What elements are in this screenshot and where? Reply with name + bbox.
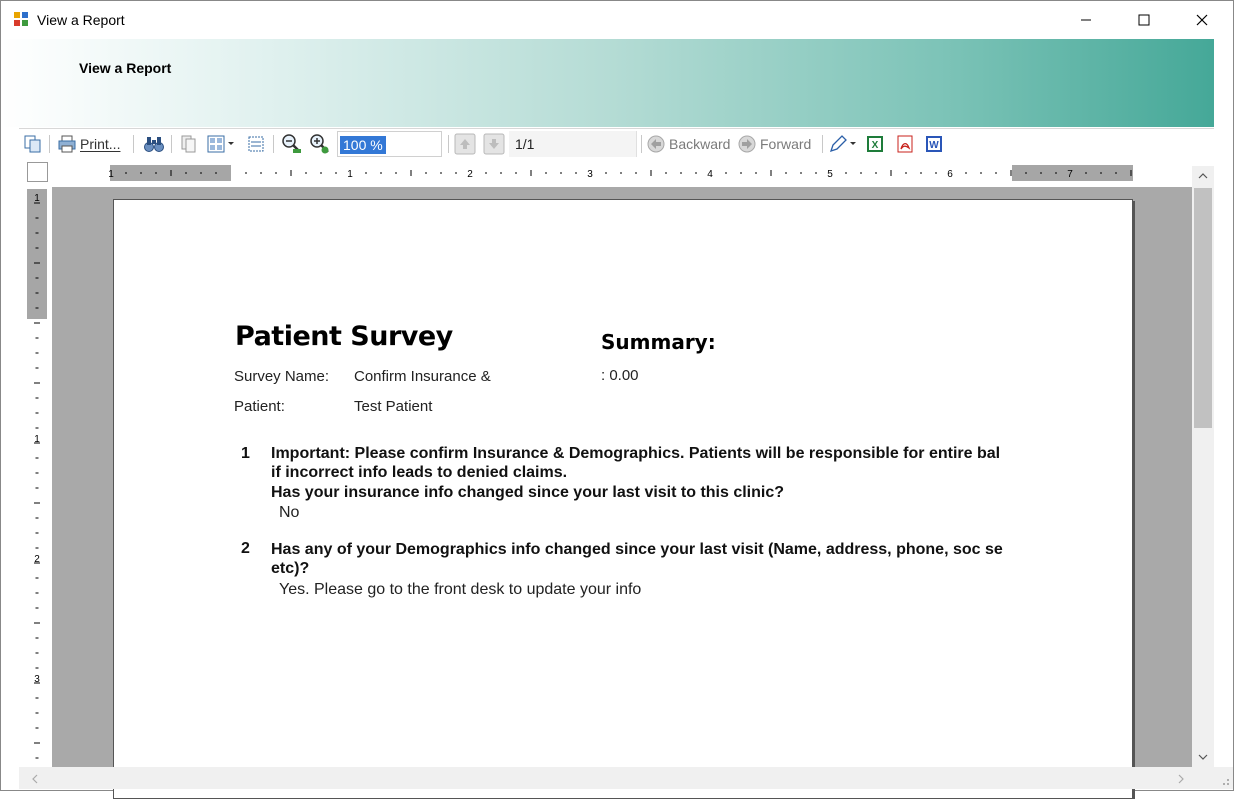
page-setup-icon: [246, 134, 266, 154]
page-up-icon: [454, 133, 476, 155]
print-button[interactable]: [57, 133, 120, 155]
ruler-label: 6: [947, 169, 953, 180]
resize-grip[interactable]: [1214, 767, 1233, 789]
next-page-button[interactable]: [483, 133, 505, 155]
word-icon: [924, 134, 944, 154]
question-text-line: Has any of your Demographics info changed since your last visit (Name, address, phone, soc se: [271, 541, 1003, 558]
report-viewport: [52, 187, 1192, 767]
backward-button[interactable]: [646, 133, 730, 155]
scroll-down-icon[interactable]: [1198, 753, 1208, 761]
question-number: 2: [241, 540, 250, 557]
backward-label: Backward: [669, 136, 731, 152]
page-setup-button[interactable]: [246, 133, 266, 155]
zoom-out-button[interactable]: [281, 133, 303, 155]
title-bar: [1, 1, 1233, 39]
pencil-icon: [828, 134, 858, 154]
edit-dropdown-button[interactable]: [828, 133, 858, 155]
forward-label: Forward: [760, 136, 812, 152]
question-text-line: if incorrect info leads to denied claims.: [271, 464, 568, 481]
ruler-label: 1: [347, 169, 353, 180]
report-toolbar: [19, 128, 1214, 159]
vertical-ruler: [27, 189, 47, 765]
export-pdf-button[interactable]: [895, 133, 915, 155]
single-page-button[interactable]: [179, 133, 199, 155]
copy-icon: [23, 134, 43, 154]
scroll-up-icon[interactable]: [1198, 172, 1208, 180]
svg-text:W: W: [929, 140, 939, 151]
scroll-right-icon[interactable]: [1177, 774, 1185, 784]
zoom-field[interactable]: [337, 131, 442, 157]
scroll-left-icon[interactable]: [31, 774, 39, 784]
previous-page-button[interactable]: [454, 133, 476, 155]
find-button[interactable]: [143, 133, 165, 155]
question-number: 1: [241, 445, 250, 462]
ruler-label: 3: [34, 674, 40, 685]
vertical-scroll-thumb[interactable]: [1194, 188, 1212, 428]
forward-button[interactable]: [737, 133, 811, 155]
zoom-in-button[interactable]: [309, 133, 331, 155]
vertical-scrollbar[interactable]: [1192, 166, 1214, 767]
excel-icon: [865, 134, 885, 154]
question-text-line: etc)?: [271, 560, 310, 577]
window-title: View a Report: [37, 12, 125, 28]
printer-icon: [57, 134, 77, 154]
survey-name-label: Survey Name:: [234, 368, 330, 385]
close-button[interactable]: [1173, 1, 1231, 39]
maximize-icon: [1138, 14, 1150, 26]
report-title: Patient Survey: [235, 321, 453, 352]
zoom-out-icon: [281, 133, 303, 155]
report-page: [113, 199, 1133, 799]
question-answer: No: [279, 504, 300, 521]
resize-grip-icon: [1220, 776, 1230, 786]
ruler-label: 1: [34, 434, 40, 445]
pdf-icon: [895, 134, 915, 154]
app-icon: [13, 11, 29, 27]
multi-page-button[interactable]: [206, 133, 236, 155]
horizontal-ruler: [110, 165, 1133, 181]
zoom-in-icon: [309, 133, 331, 155]
maximize-button[interactable]: [1115, 1, 1173, 39]
ruler-label: 2: [467, 169, 473, 180]
ruler-label: 7: [1067, 169, 1073, 180]
ruler-label: 1: [108, 169, 114, 180]
minimize-icon: [1080, 14, 1092, 26]
ruler-label: 2: [34, 554, 40, 565]
ruler-corner: [27, 162, 48, 182]
banner-title: View a Report: [79, 60, 172, 76]
patient-label: Patient:: [234, 398, 285, 415]
zoom-value: 100 %: [340, 136, 386, 154]
copy-button[interactable]: [23, 133, 43, 155]
summary-heading: Summary:: [601, 330, 716, 354]
page-down-icon: [483, 133, 505, 155]
survey-name-value: Confirm Insurance &: [354, 368, 491, 385]
ruler-label: 5: [827, 169, 833, 180]
summary-value: : 0.00: [601, 367, 639, 384]
print-label: Print...: [80, 136, 121, 152]
ruler-label: 1: [34, 193, 40, 204]
ruler-label: 4: [707, 169, 713, 180]
ruler-label: 3: [587, 169, 593, 180]
single-page-icon: [179, 134, 199, 154]
page-number-value: 1/1: [515, 136, 535, 152]
svg-text:X: X: [871, 140, 879, 151]
binoculars-icon: [143, 134, 165, 154]
question-answer: Yes. Please go to the front desk to update your info: [279, 581, 642, 598]
horizontal-scrollbar[interactable]: [19, 767, 1214, 789]
export-word-button[interactable]: [924, 133, 944, 155]
forward-arrow-icon: [737, 134, 757, 154]
page-number-field[interactable]: [509, 131, 637, 157]
question-text-line: Important: Please confirm Insurance & Demographics. Patients will be responsible for entire bal: [271, 445, 1001, 462]
multi-page-icon: [206, 134, 236, 154]
header-banner: [1, 39, 1214, 127]
patient-value: Test Patient: [354, 398, 433, 415]
back-arrow-icon: [646, 134, 666, 154]
export-excel-button[interactable]: [865, 133, 885, 155]
minimize-button[interactable]: [1057, 1, 1115, 39]
close-icon: [1196, 14, 1208, 26]
question-text-line: Has your insurance info changed since your last visit to this clinic?: [271, 484, 785, 501]
